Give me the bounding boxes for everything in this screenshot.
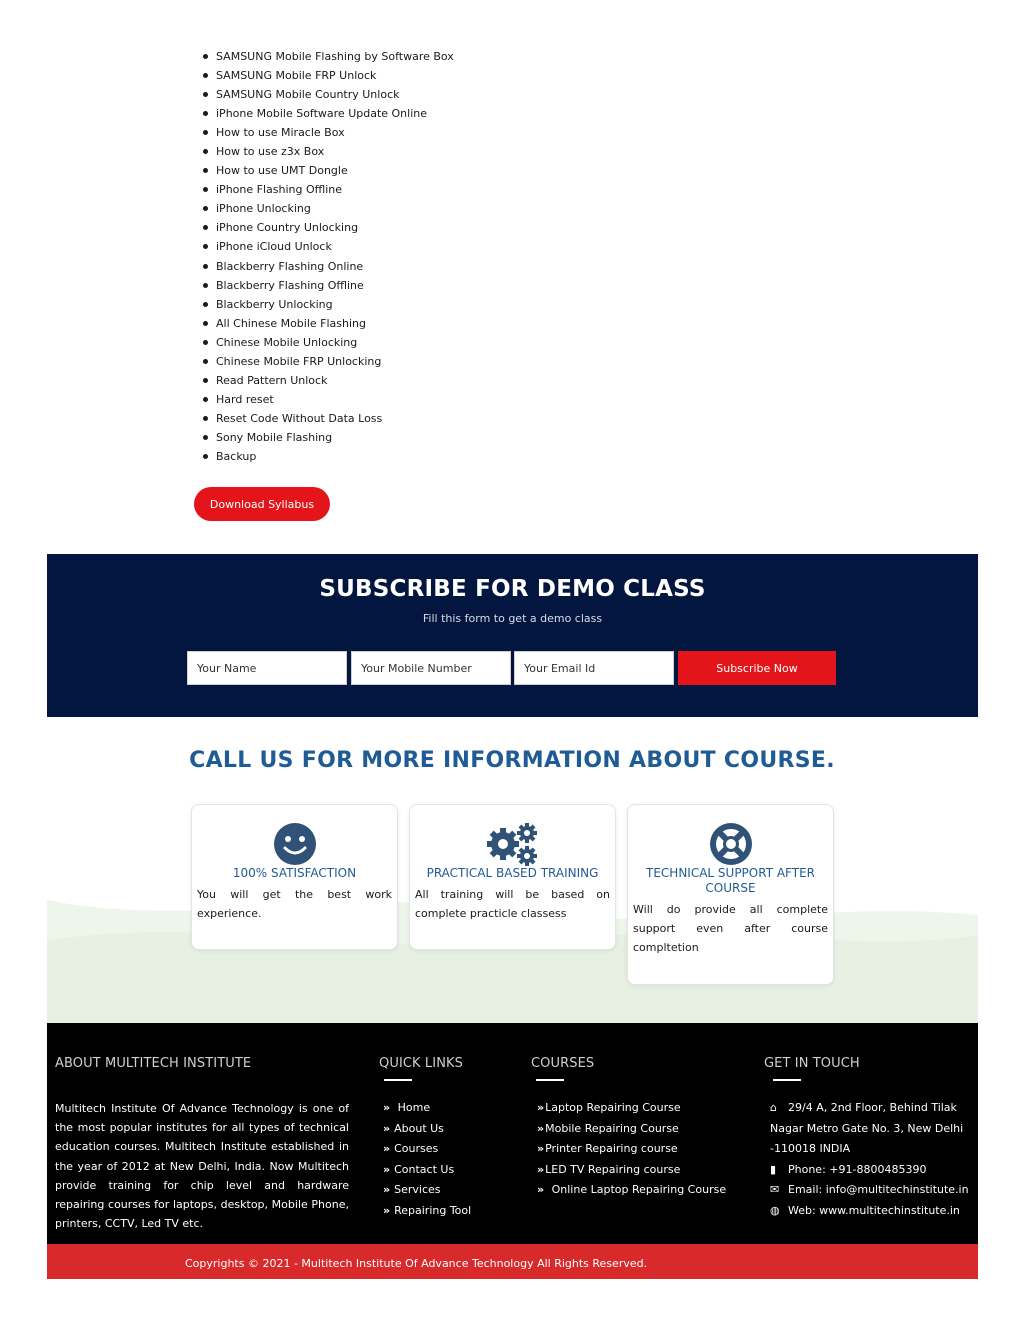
link-label: About Us [394, 1121, 444, 1135]
heading-underline [773, 1079, 801, 1081]
list-item: Hard reset [199, 390, 454, 409]
footer-link-services[interactable] [383, 1180, 471, 1201]
feature-card-practical [409, 804, 616, 950]
smile-icon [273, 822, 317, 866]
footer-contact-heading: GET IN TOUCH [764, 1056, 860, 1071]
list-item: iPhone Flashing Offline [199, 180, 454, 199]
chevron-double-right-icon: » [383, 1203, 391, 1217]
list-item: How to use Miracle Box [199, 123, 454, 142]
phone-icon: ▮ [770, 1162, 777, 1176]
list-item: Backup [199, 447, 454, 466]
footer-about-text: Multitech Institute Of Advance Technology is one of the most popular institutes for all types of technical education courses. Multitech Institute established in the year of 2012 at New Delhi, India. Now Multitech provide training for chip level and hardware repairing courses for laptops, desktop, Mobile Phone, printers, CCTV, Led TV etc. [55, 1102, 349, 1231]
email-input[interactable] [514, 651, 674, 685]
course-topic-list [199, 47, 454, 466]
footer-link-home[interactable] [383, 1098, 471, 1119]
list-item: Chinese Mobile FRP Unlocking [199, 352, 454, 371]
link-label: Repairing Tool [394, 1203, 472, 1217]
contact-email[interactable]: Email: info@multitechinstitute.in [788, 1183, 969, 1196]
footer-quick-links-heading: QUICK LINKS [379, 1056, 463, 1071]
footer-link-about[interactable] [383, 1119, 471, 1140]
footer-about-heading: ABOUT MULTITECH INSTITUTE [55, 1056, 252, 1071]
contact-web[interactable]: Web: www.multitechinstitute.in [788, 1203, 960, 1217]
link-label: LED TV Repairing course [545, 1162, 681, 1176]
list-item: SAMSUNG Mobile Country Unlock [199, 85, 454, 104]
chevron-double-right-icon: » [537, 1183, 545, 1196]
chevron-double-right-icon: » [537, 1101, 545, 1114]
list-item: SAMSUNG Mobile Flashing by Software Box [199, 47, 454, 66]
list-item: Read Pattern Unlock [199, 371, 454, 390]
list-item: How to use UMT Dongle [199, 161, 454, 180]
list-item: iPhone Mobile Software Update Online [199, 104, 454, 123]
chevron-double-right-icon: » [537, 1121, 545, 1135]
chevron-double-right-icon: » [537, 1142, 545, 1155]
list-item: iPhone iCloud Unlock [199, 237, 454, 256]
list-item: Chinese Mobile Unlocking [199, 333, 454, 352]
home-icon: ⌂ [770, 1101, 777, 1114]
list-item: iPhone Unlocking [199, 199, 454, 218]
globe-icon: ◍ [770, 1203, 780, 1217]
chevron-double-right-icon: » [383, 1142, 391, 1155]
footer-course-mobile[interactable] [537, 1119, 726, 1140]
list-item: Blackberry Flashing Offline [199, 276, 454, 295]
feature-text: All training will be based on complete practicle classess [415, 888, 610, 920]
feature-title: TECHNICAL SUPPORT AFTER COURSE [646, 866, 815, 895]
footer-course-online-laptop[interactable] [537, 1180, 726, 1201]
footer-course-laptop[interactable] [537, 1098, 726, 1119]
quick-links-list [383, 1098, 471, 1221]
envelope-icon: ✉ [770, 1183, 780, 1196]
subscribe-title: SUBSCRIBE FOR DEMO CLASS [319, 576, 706, 602]
link-label: Printer Repairing course [545, 1142, 678, 1155]
heading-underline [536, 1079, 564, 1081]
course-links-list [537, 1098, 726, 1201]
call-us-heading: CALL US FOR MORE INFORMATION ABOUT COURSE. [189, 748, 835, 773]
copyright-text: Copyrights © 2021 - Multitech Institute Of Advance Technology All Rights Reserved. [185, 1257, 648, 1270]
list-item: SAMSUNG Mobile FRP Unlock [199, 66, 454, 85]
feature-card-support [627, 804, 834, 985]
subscribe-section [47, 554, 978, 717]
list-item: All Chinese Mobile Flashing [199, 314, 454, 333]
subscribe-now-button[interactable]: Subscribe Now [678, 651, 836, 685]
contact-phone[interactable]: Phone: +91-8800485390 [788, 1162, 927, 1176]
list-item: Reset Code Without Data Loss [199, 409, 454, 428]
list-item: iPhone Country Unlocking [199, 218, 454, 237]
list-item: Sony Mobile Flashing [199, 428, 454, 447]
gears-icon [485, 822, 541, 866]
address-line: Nagar Metro Gate No. 3, New Delhi [770, 1121, 964, 1135]
feature-title: PRACTICAL BASED TRAINING [426, 866, 599, 880]
lifebuoy-icon [709, 822, 753, 866]
link-label: Courses [394, 1142, 439, 1155]
subscribe-subtitle: Fill this form to get a demo class [422, 612, 603, 625]
feature-text: Will do provide all complete support even after course compltetion [633, 903, 828, 954]
link-label: Home [397, 1101, 431, 1114]
footer-link-repairing-tool[interactable] [383, 1201, 471, 1222]
link-label: Mobile Repairing Course [545, 1121, 679, 1135]
mobile-input[interactable] [351, 651, 511, 685]
chevron-double-right-icon: » [383, 1121, 391, 1135]
link-label: Laptop Repairing Course [545, 1101, 681, 1114]
feature-title: 100% SATISFACTION [232, 866, 357, 880]
footer-course-printer[interactable] [537, 1139, 726, 1160]
chevron-double-right-icon: » [383, 1183, 391, 1196]
list-item: Blackberry Flashing Online [199, 257, 454, 276]
list-item: How to use z3x Box [199, 142, 454, 161]
chevron-double-right-icon: » [383, 1101, 391, 1114]
footer-link-courses[interactable] [383, 1139, 471, 1160]
link-label: Contact Us [394, 1162, 455, 1176]
site-footer [47, 1023, 978, 1244]
chevron-double-right-icon: » [537, 1162, 545, 1176]
name-input[interactable] [187, 651, 347, 685]
link-label: Online Laptop Repairing Course [551, 1183, 727, 1196]
feature-text: You will get the best work experience. [197, 888, 392, 920]
footer-course-led-tv[interactable] [537, 1160, 726, 1181]
contact-address [770, 1098, 969, 1221]
address-line: 29/4 A, 2nd Floor, Behind Tilak [788, 1101, 957, 1114]
download-syllabus-button[interactable]: Download Syllabus [194, 487, 330, 521]
list-item: Blackberry Unlocking [199, 295, 454, 314]
footer-courses-heading: COURSES [531, 1056, 595, 1071]
copyright-bar [47, 1244, 978, 1279]
footer-link-contact[interactable] [383, 1160, 471, 1181]
feature-card-satisfaction [191, 804, 398, 950]
address-line: -110018 INDIA [770, 1142, 851, 1155]
heading-underline [384, 1079, 412, 1081]
chevron-double-right-icon: » [383, 1162, 391, 1176]
link-label: Services [394, 1183, 441, 1196]
